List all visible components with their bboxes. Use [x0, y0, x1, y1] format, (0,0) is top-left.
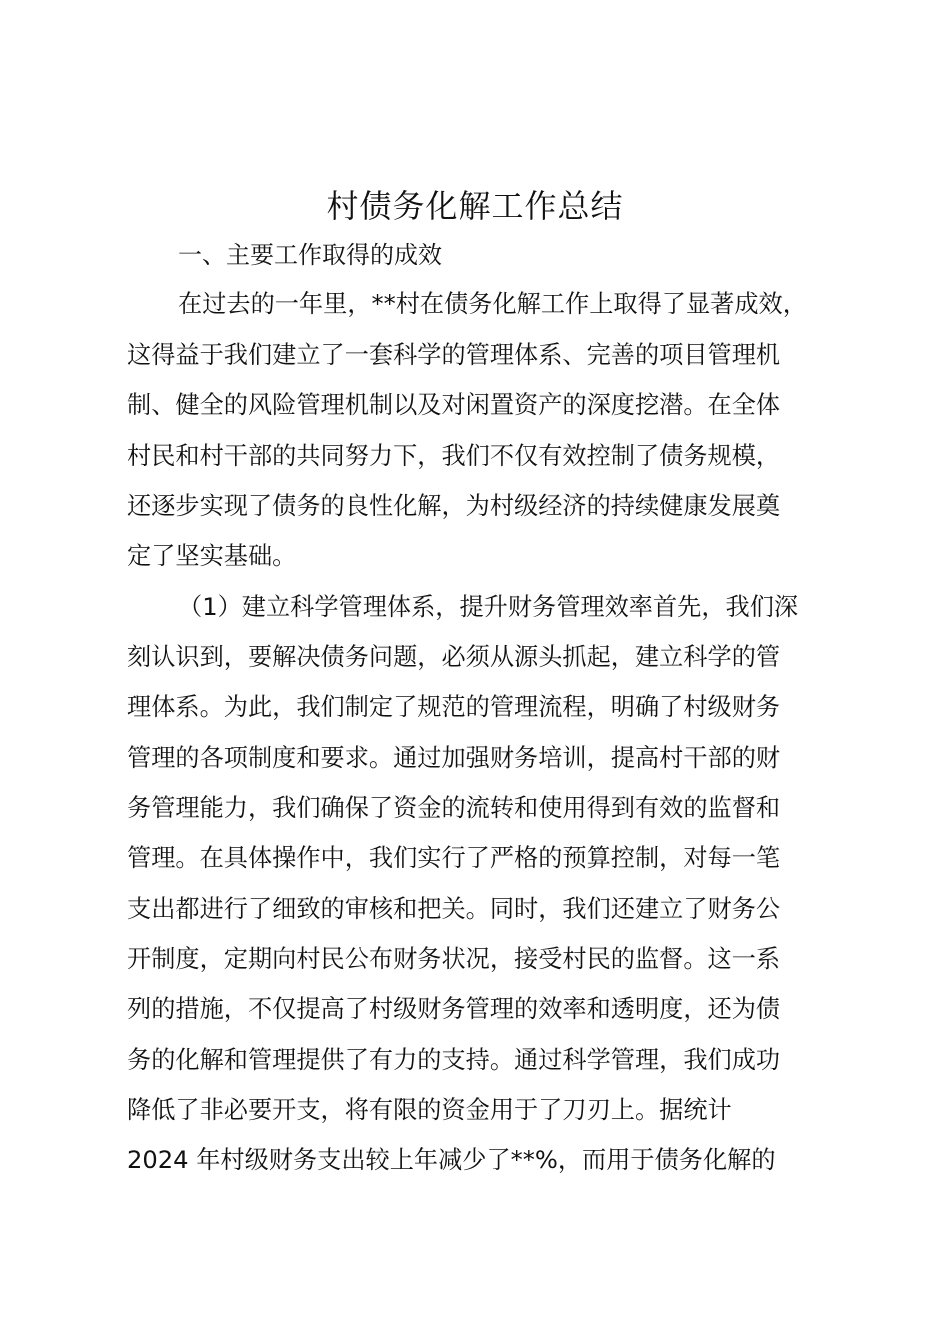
paragraph-line: 定了坚实基础。	[127, 542, 297, 570]
paragraph-line: 村民和村干部的共同努力下，我们不仅有效控制了债务规模，	[127, 442, 781, 470]
paragraph-line: 制、健全的风险管理机制以及对闲置资产的深度挖潜。在全体	[127, 391, 781, 419]
paragraph-line: （1）建立科学管理体系，提升财务管理效率首先，我们深	[178, 593, 799, 621]
paragraph-line: 管理。在具体操作中，我们实行了严格的预算控制，对每一笔	[127, 844, 781, 872]
paragraph-line: 开制度，定期向村民公布财务状况，接受村民的监督。这一系	[127, 945, 781, 973]
paragraph-line: 2024 年村级财务支出较上年减少了**%，而用于债务化解的	[127, 1146, 776, 1174]
paragraph-line: 列的措施，不仅提高了村级财务管理的效率和透明度，还为债	[127, 995, 781, 1023]
paragraph-line: 务管理能力，我们确保了资金的流转和使用得到有效的监督和	[127, 794, 781, 822]
paragraph-line: 支出都进行了细致的审核和把关。同时，我们还建立了财务公	[127, 895, 781, 923]
paragraph-line: 刻认识到，要解决债务问题，必须从源头抓起，建立科学的管	[127, 643, 781, 671]
section-heading: 一、主要工作取得的成效	[178, 241, 442, 269]
paragraph-line: 还逐步实现了债务的良性化解，为村级经济的持续健康发展奠	[127, 492, 781, 520]
paragraph-line: 管理的各项制度和要求。通过加强财务培训，提高村干部的财	[127, 744, 781, 772]
paragraph-line: 这得益于我们建立了一套科学的管理体系、完善的项目管理机	[127, 341, 781, 369]
paragraph-line: 理体系。为此，我们制定了规范的管理流程，明确了村级财务	[127, 693, 781, 721]
paragraph-line: 务的化解和管理提供了有力的支持。通过科学管理，我们成功	[127, 1046, 781, 1074]
paragraph-line: 在过去的一年里，**村在债务化解工作上取得了显著成效，	[178, 290, 807, 318]
document-title: 村债务化解工作总结	[326, 187, 624, 225]
paragraph-line: 降低了非必要开支，将有限的资金用于了刀刃上。据统计	[127, 1096, 732, 1124]
